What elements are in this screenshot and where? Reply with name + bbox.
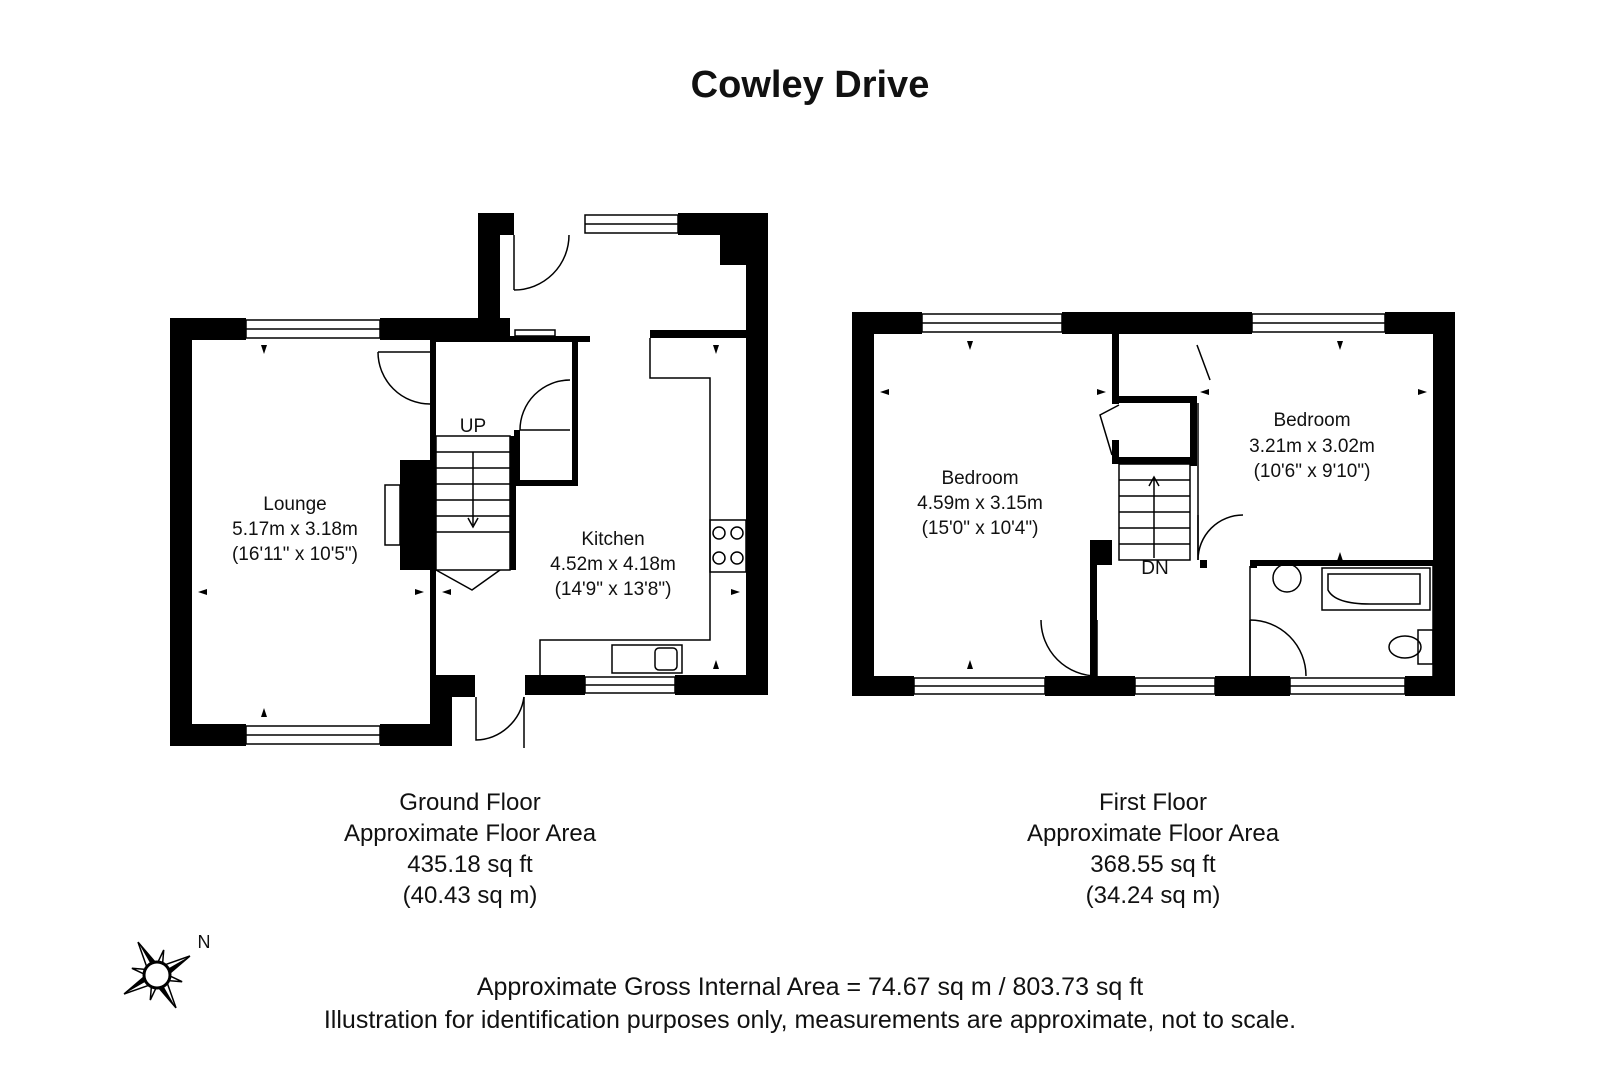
- bedroom-2-size-imperial: (10'6" x 9'10"): [1253, 461, 1371, 482]
- kitchen-units: [540, 338, 746, 675]
- compass-north-label: N: [197, 932, 211, 952]
- stairs-up-label: UP: [459, 416, 487, 437]
- lounge-name: Lounge: [263, 494, 327, 515]
- stairs-down: [1119, 464, 1190, 560]
- page-title: Cowley Drive: [690, 64, 930, 106]
- compass-rose-icon: [105, 923, 209, 1027]
- bathroom-fittings: [1273, 564, 1433, 664]
- first-floor-sq-m: (34.24 sq m): [1085, 882, 1221, 909]
- ground-floor-caption: [344, 789, 597, 909]
- first-floor-caption: [1027, 789, 1280, 909]
- gross-internal-area: Approximate Gross Internal Area = 74.67 sq m / 803.73 sq ft: [476, 973, 1144, 1001]
- disclaimer: Illustration for identification purposes only, measurements are approximate, not to scale.: [323, 1006, 1297, 1034]
- stairs-down-label: DN: [1141, 558, 1169, 579]
- kitchen-name: Kitchen: [581, 529, 645, 550]
- first-floor-name: First Floor: [1099, 789, 1207, 816]
- bedroom-2-size-metric: 3.21m x 3.02m: [1249, 436, 1375, 457]
- ground-floor-plan: [170, 213, 768, 748]
- bedroom-1-name: Bedroom: [941, 468, 1019, 489]
- ground-floor-name: Ground Floor: [399, 789, 541, 816]
- bedroom-1-size-imperial: (15'0" x 10'4"): [921, 518, 1039, 539]
- first-floor-area-label: Approximate Floor Area: [1026, 820, 1280, 847]
- kitchen-windows: [515, 215, 678, 693]
- kitchen-size-imperial: (14'9" x 13'8"): [554, 579, 672, 600]
- kitchen-walls: [478, 213, 768, 695]
- kitchen-size-metric: 4.52m x 4.18m: [550, 554, 676, 575]
- ground-floor-sq-m: (40.43 sq m): [402, 882, 538, 909]
- ground-floor-sq-ft: 435.18 sq ft: [407, 851, 533, 878]
- ground-floor-area-label: Approximate Floor Area: [343, 820, 597, 847]
- stairs-up: [436, 436, 510, 590]
- first-floor-sq-ft: 368.55 sq ft: [1090, 851, 1216, 878]
- hearth: [385, 485, 400, 545]
- first-floor-doors: [1041, 345, 1306, 676]
- bedroom-1-size-metric: 4.59m x 3.15m: [917, 493, 1043, 514]
- lounge-size-imperial: (16'11" x 10'5"): [231, 544, 359, 565]
- lounge-size-metric: 5.17m x 3.18m: [232, 519, 358, 540]
- bedroom-2-name: Bedroom: [1273, 410, 1351, 431]
- stair-wall: [510, 436, 516, 570]
- chimney-breast: [400, 460, 432, 570]
- first-floor-plan: [852, 312, 1455, 696]
